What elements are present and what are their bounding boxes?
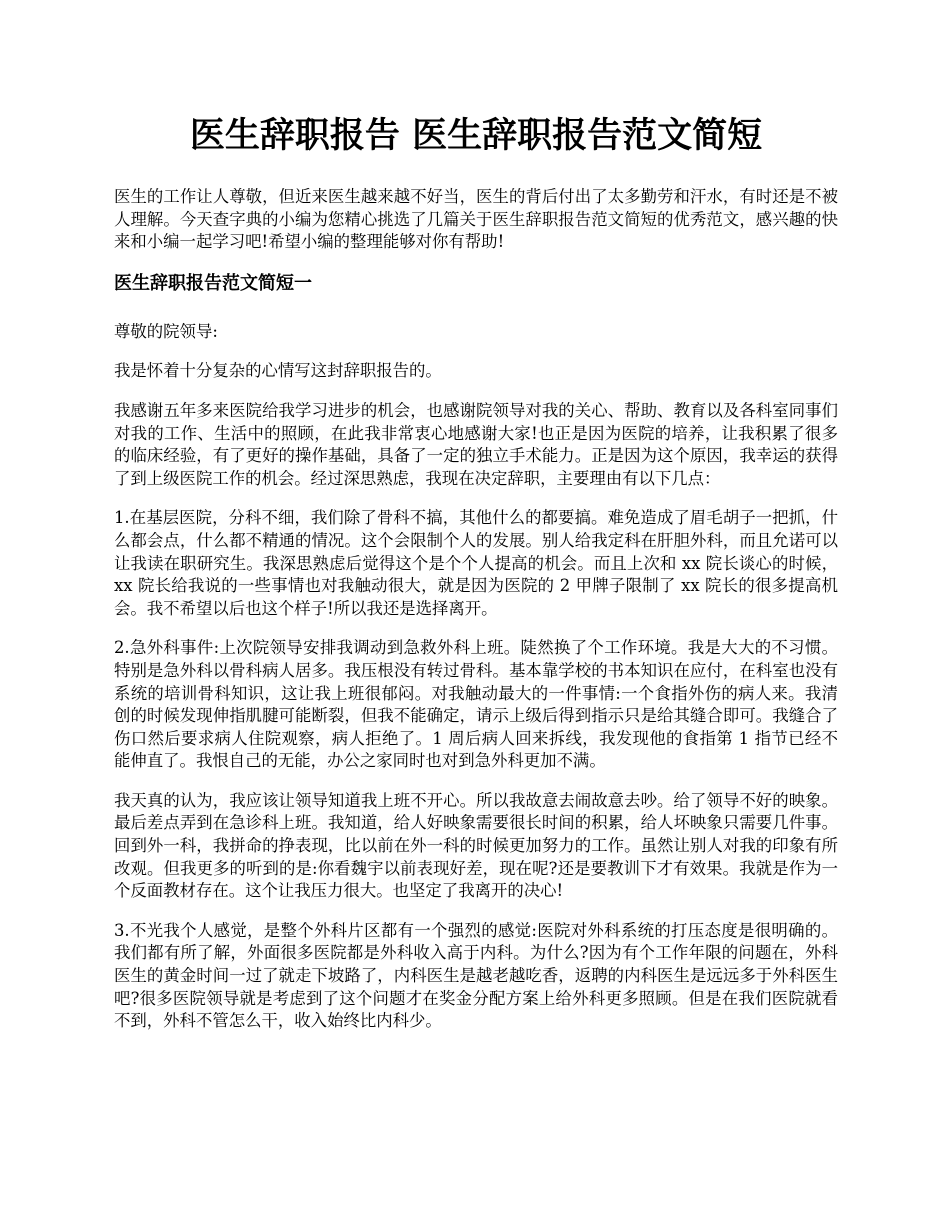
body-paragraph: 我感谢五年多来医院给我学习进步的机会，也感谢院领导对我的关心、帮助、教育以及各科室同事们对我的工作、生活中的照顾，在此我非常衷心地感谢大家!也正是因为医院的培养，让我积累了很多的临床经验，有了更好的操作基础，具备了一定的独立手术能力。正是因为这个原因，我幸运的获得了到上级医院工作的机会。经过深思熟虑，我现在决定辞职，主要理由有以下几点： bbox=[114, 400, 838, 488]
body-paragraph: 我天真的认为，我应该让领导知道我上班不开心。所以我故意去闹故意去吵。给了领导不好的映象。最后差点弄到在急诊科上班。我知道，给人好映象需要很长时间的积累，给人坏映象只需要几件事。回到外一科，我拼命的挣表现，比以前在外一科的时候更加努力的工作。虽然让别人对我的印象有所改观。但我更多的听到的是:你看魏宇以前表现好差，现在呢?还是要教训下才有效果。我就是作为一个反面教材存在。这个让我压力很大。也坚定了我离开的决心! bbox=[114, 790, 838, 901]
body-paragraph: 1.在基层医院，分科不细，我们除了骨科不搞，其他什么的都要搞。难免造成了眉毛胡子一把抓，什么都会点，什么都不精通的情况。这个会限制个人的发展。别人给我定科在肝胆外科，而且允诺可以让我读在职研究生。我深思熟虑后觉得这个是个个人提高的机会。而且上次和 xx 院长谈心的时候，xx 院长给我说的一些事情也对我触动很大，就是因为医院的 2 甲牌子限制了 xx 院长的很多提高机会。我不希望以后也这个样子!所以我还是选择离开。 bbox=[114, 508, 838, 618]
intro-paragraph: 医生的工作让人尊敬，但近来医生越来越不好当，医生的背后付出了太多勤劳和汗水，有时还是不被人理解。今天查字典的小编为您精心挑选了几篇关于医生辞职报告范文简短的优秀范文，感兴趣的快来和小编一起学习吧!希望小编的整理能够对你有帮助! bbox=[114, 187, 838, 252]
section-heading: 医生辞职报告范文简短一 bbox=[114, 272, 312, 294]
salutation: 尊敬的院领导: bbox=[114, 321, 218, 341]
body-paragraph: 我是怀着十分复杂的心情写这封辞职报告的。 bbox=[114, 361, 442, 381]
document-title: 医生辞职报告 医生辞职报告范文简短 bbox=[189, 115, 763, 156]
body-paragraph: 3.不光我个人感觉，是整个外科片区都有一个强烈的感觉:医院对外科系统的打压态度是很明确的。我们都有所了解，外面很多医院都是外科收入高于内科。为什么?因为有个工作年限的问题在，外科医生的黄金时间一过了就走下坡路了，内科医生是越老越吃香，返聘的内科医生是远远多于外科医生吧?很多医院领导就是考虑到了这个问题才在奖金分配方案上给外科更多照顾。但是在我们医院就看不到，外科不管怎么干，收入始终比内科少。 bbox=[114, 920, 838, 1031]
body-paragraph: 2.急外科事件:上次院领导安排我调动到急救外科上班。陡然换了个工作环境。我是大大的不习惯。特别是急外科以骨科病人居多。我压根没有转过骨科。基本靠学校的书本知识在应付，在科室也没有系统的培训骨科知识，这让我上班很郁闷。对我触动最大的一件事情:一个食指外伤的病人来。我清创的时候发现伸指肌腱可能断裂，但我不能确定，请示上级后得到指示只是给其缝合即可。我缝合了伤口然后要求病人住院观察，病人拒绝了。1 周后病人回来拆线，我发现他的食指第 1 指节已经不能伸直了。我恨自己的无能，办公之家同时也对到急外科更加不满。 bbox=[114, 638, 838, 771]
